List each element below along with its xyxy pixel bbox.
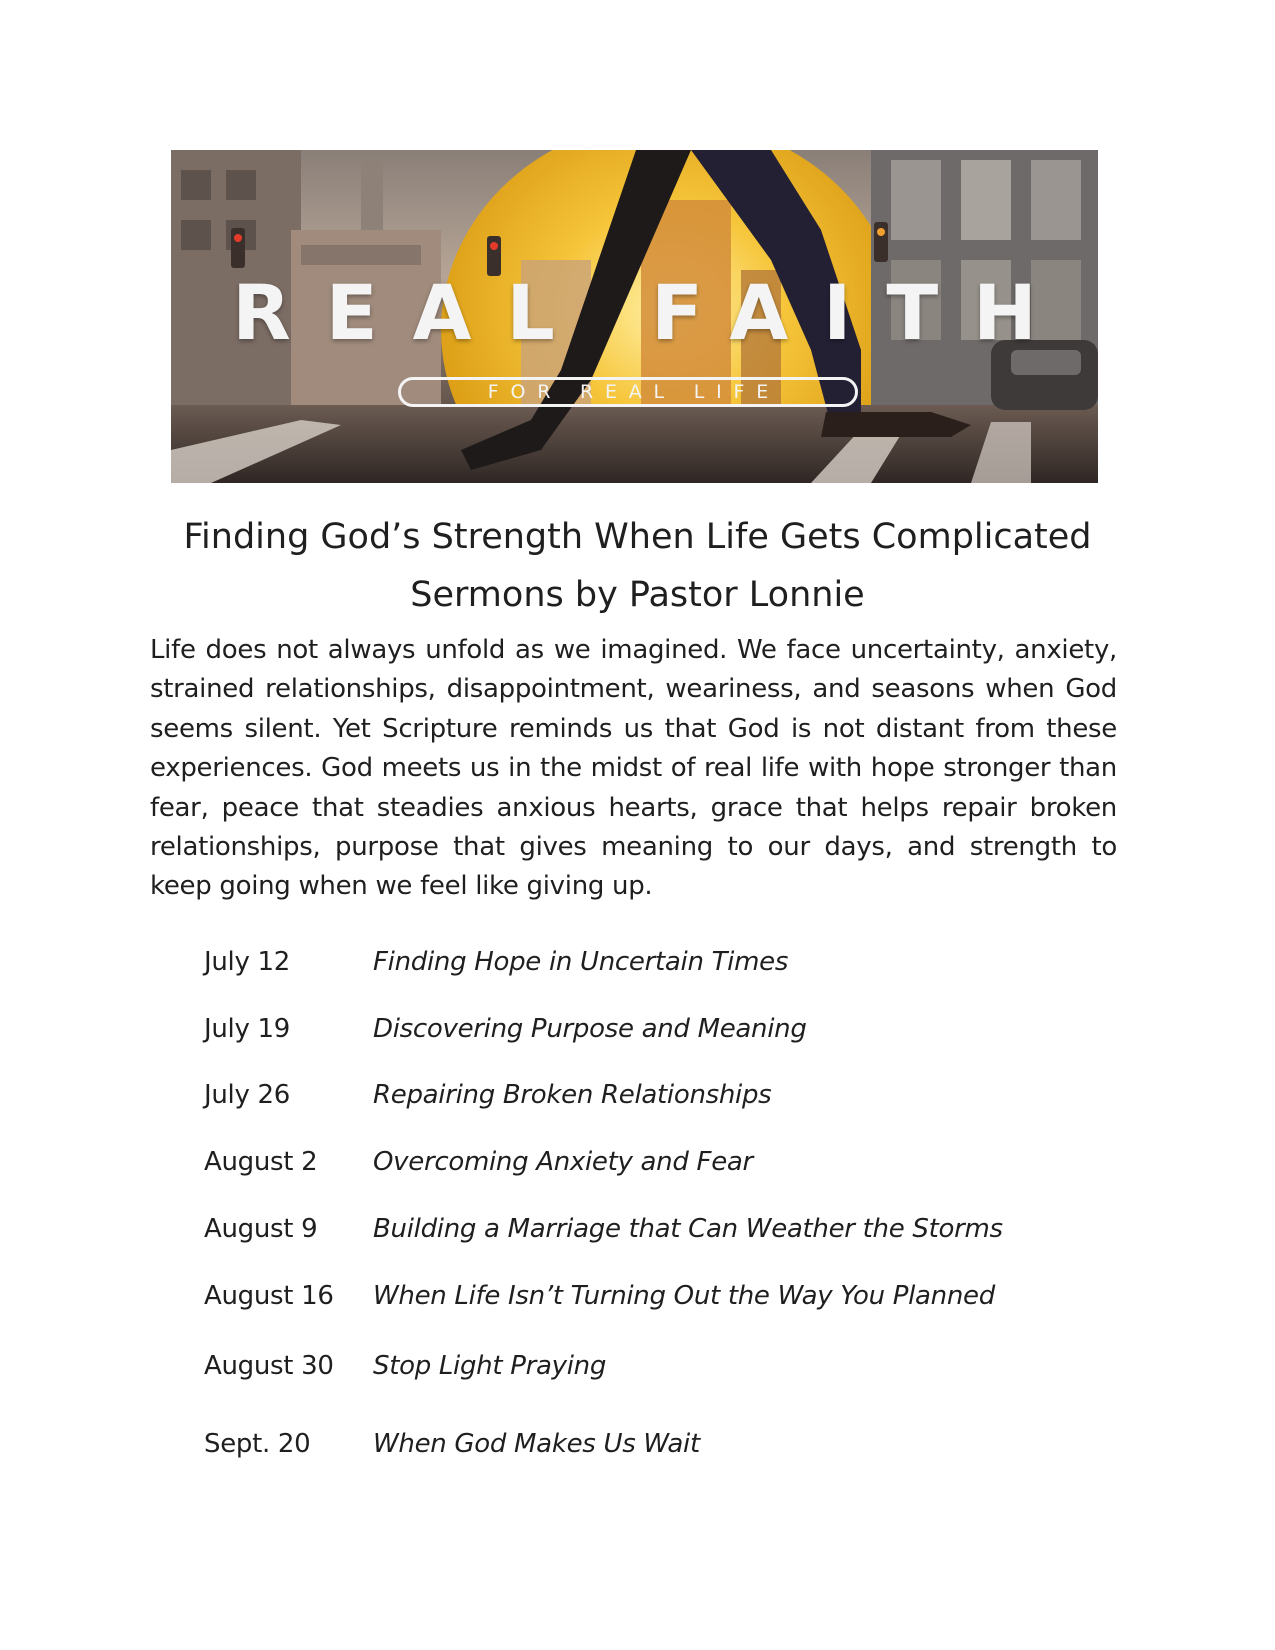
schedule-row (204, 1014, 1104, 1054)
sermon-title: When God Makes Us Wait (373, 1429, 700, 1459)
page-title: Finding God’s Strength When Life Gets Complicated (183, 517, 1092, 557)
schedule-row (204, 1429, 1104, 1469)
sermon-title: Finding Hope in Uncertain Times (373, 947, 789, 977)
sermon-date: August 2 (204, 1147, 318, 1177)
sermon-title: Stop Light Praying (373, 1351, 607, 1381)
intro-paragraph: Life does not always unfold as we imagined. We face uncertainty, anxiety, strained relationships, disappointment, weariness, and seasons when God seems silent. Yet Scripture reminds us that God is not distant from these experiences. God meets us in the midst of real life with hope stronger than fear, peace that steadies anxious hearts, grace that helps repair broken relationships, purpose that gives meaning to our days, and strength to keep going when we feel like giving up. (150, 635, 1117, 902)
schedule-row (204, 1147, 1104, 1187)
sermon-title: Overcoming Anxiety and Fear (373, 1147, 753, 1177)
schedule-row (204, 1281, 1104, 1321)
page-subtitle: Sermons by Pastor Lonnie (410, 575, 865, 615)
banner-image (171, 150, 1098, 483)
schedule-row (204, 947, 1104, 987)
banner-title: REAL FAITH (232, 268, 1072, 357)
schedule-row (204, 1080, 1104, 1120)
sermon-date: July 26 (204, 1080, 291, 1110)
sermon-title: Discovering Purpose and Meaning (373, 1014, 807, 1044)
sermon-date: August 9 (204, 1214, 318, 1244)
sermon-date: July 19 (204, 1014, 291, 1044)
sermon-title: When Life Isn’t Turning Out the Way You Planned (373, 1281, 995, 1311)
schedule-row (204, 1214, 1104, 1254)
sermon-date: August 30 (204, 1351, 334, 1381)
sermon-date: July 12 (204, 947, 291, 977)
sermon-date: Sept. 20 (204, 1429, 311, 1459)
sermon-date: August 16 (204, 1281, 334, 1311)
sermon-title: Repairing Broken Relationships (373, 1080, 772, 1110)
schedule-row (204, 1351, 1104, 1391)
sermon-title: Building a Marriage that Can Weather the Storms (373, 1214, 1003, 1244)
banner-subtitle: FOR REAL LIFE (398, 377, 858, 407)
